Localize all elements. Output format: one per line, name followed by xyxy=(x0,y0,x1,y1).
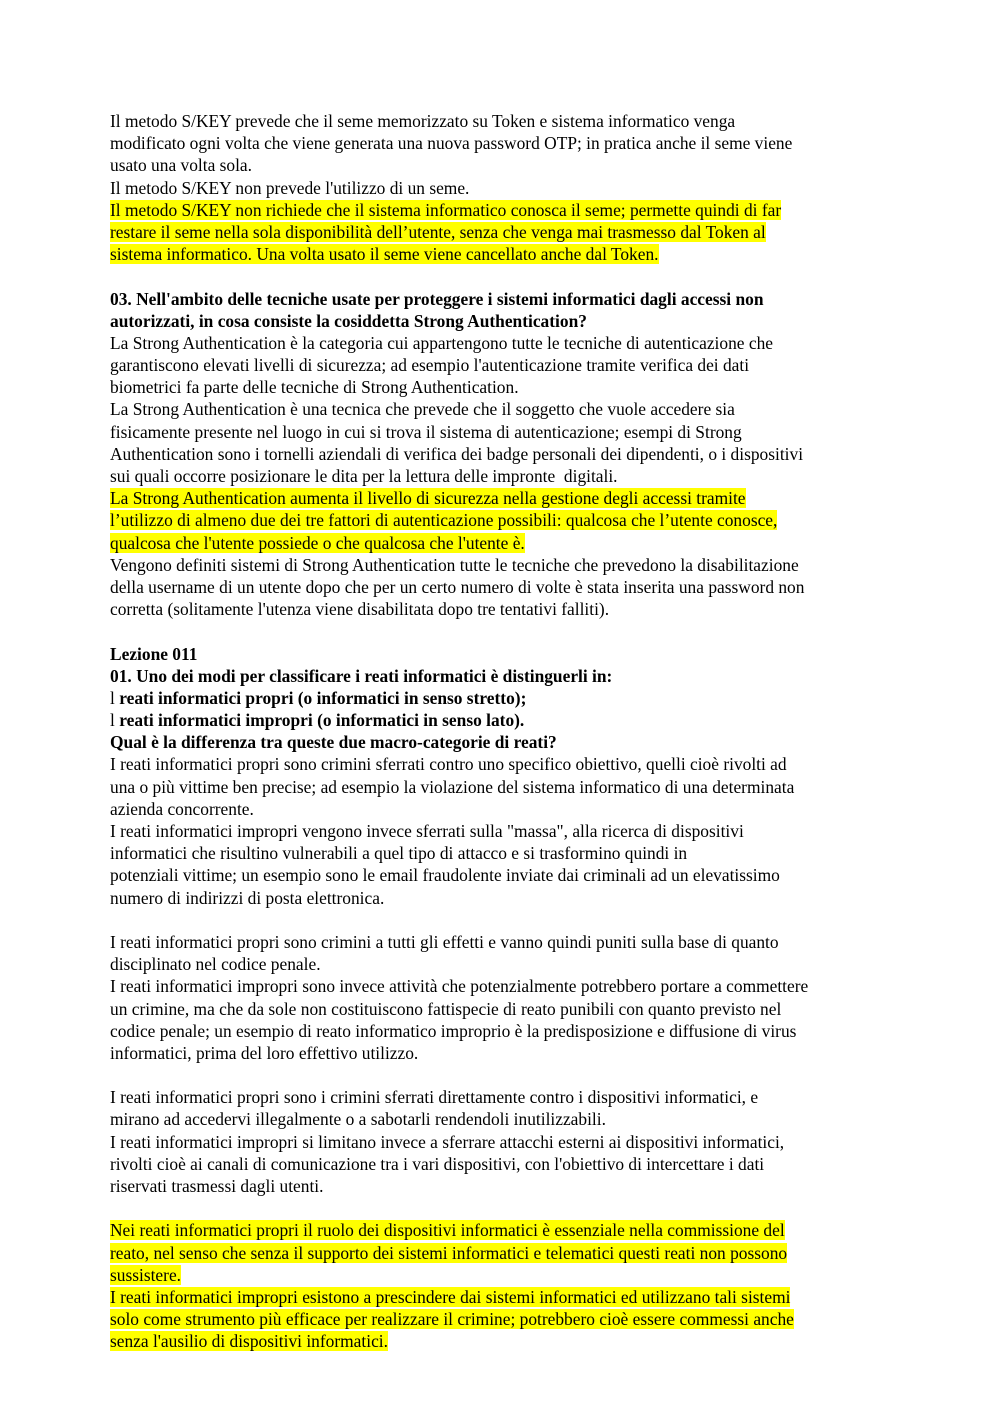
text-line: I reati informatici impropri sono invece attività che potenzialmente potrebbero portare a commettere xyxy=(110,976,809,997)
text-line: qualcosa che l'utente possiede o che qualcosa che l'utente è. xyxy=(110,532,525,553)
correct-answer-highlighted xyxy=(110,487,900,554)
text-line: un crimine, ma che da sole non costituiscono fattispecie di reato punibili con quanto previsto nel xyxy=(110,998,782,1019)
bullet-item: l reati informatici impropri (o informatici in senso lato). xyxy=(110,710,525,731)
text-line: codice penale; un esempio di reato informatico improprio è la predisposizione e diffusione di virus xyxy=(110,1020,797,1041)
text-line: Authentication sono i tornelli aziendali di verifica dei badge personali dei dipendenti, o i dispositivi xyxy=(110,443,804,464)
text-line: Vengono definiti sistemi di Strong Authentication tutte le tecniche che prevedono la disabilitazione xyxy=(110,554,799,575)
text-line: La Strong Authentication è una tecnica che prevede che il soggetto che vuole accedere sia xyxy=(110,399,735,420)
text-line: mirano ad accedervi illegalmente o a sabotarli rendendoli inutilizzabili. xyxy=(110,1109,606,1130)
text-line: informatici, prima del loro effettivo utilizzo. xyxy=(110,1042,419,1063)
text-line: I reati informatici impropri vengono invece sferrati sulla "massa", alla ricerca di dispositivi xyxy=(110,821,744,841)
question-heading: Qual è la differenza tra queste due macro-categorie di reati? xyxy=(110,732,557,753)
text-line: I reati informatici propri sono crimini sferrati contro uno specifico obiettivo, quelli cioè rivolti ad xyxy=(110,754,787,775)
text-line: senza l'ausilio di dispositivi informatici. xyxy=(110,1331,388,1352)
text-line: rivolti cioè ai canali di comunicazione tra i vari dispositivi, con l'obiettivo di intercettare i dati xyxy=(110,1153,765,1174)
text-line: informatici che risultino vulnerabili a quel tipo di attacco e si trasformino quindi in xyxy=(110,843,688,864)
question-heading: 01. Uno dei modi per classificare i reati informatici è distinguerli in: xyxy=(110,665,613,686)
answer-option xyxy=(110,931,900,1064)
text-line: Nei reati informatici propri il ruolo dei dispositivi informatici è essenziale nella commissione del xyxy=(110,1220,785,1241)
answer-option xyxy=(110,110,900,177)
text-line: I reati informatici propri sono i crimini sferrati direttamente contro i dispositivi informatici, e xyxy=(110,1087,759,1108)
spacer xyxy=(110,265,900,287)
answer-option xyxy=(110,554,900,621)
text-line: solo come strumento più efficace per realizzare il crimine; potrebbero cioè essere commessi anche xyxy=(110,1309,794,1330)
text-line: Il metodo S/KEY prevede che il seme memorizzato su Token e sistema informatico venga xyxy=(110,111,736,131)
answer-option xyxy=(110,753,900,908)
bullet-item: l reati informatici propri (o informatici in senso stretto); xyxy=(110,687,527,708)
answer-option xyxy=(110,332,900,399)
lesson-title: Lezione 011 xyxy=(110,643,198,664)
correct-answer-highlighted xyxy=(110,199,900,266)
correct-answer-highlighted xyxy=(110,1219,900,1352)
text-line: potenziali vittime; un esempio sono le email fraudolente inviate dai criminali ad un elevatissimo xyxy=(110,865,780,886)
text-line: usato una volta sola. xyxy=(110,155,252,176)
spacer xyxy=(110,620,900,642)
spacer xyxy=(110,909,900,931)
text-line: sistema informatico. Una volta usato il seme viene cancellato anche dal Token. xyxy=(110,244,659,265)
text-line: sussistere. xyxy=(110,1264,182,1285)
text-line: Il metodo S/KEY non prevede l'utilizzo di un seme. xyxy=(110,177,470,198)
answer-option xyxy=(110,1086,900,1197)
text-line: I reati informatici impropri si limitano invece a sferrare attacchi esterni ai dispositivi informatici, xyxy=(110,1131,785,1152)
text-line: numero di indirizzi di posta elettronica. xyxy=(110,887,385,908)
text-line: autorizzati, in cosa consiste la cosiddetta Strong Authentication? xyxy=(110,310,587,331)
bullet-marker: l xyxy=(110,710,115,731)
text-line: restare il seme nella sola disponibilità dell’utente, senza che venga mai trasmesso dal Token al xyxy=(110,221,766,242)
text-line: l’utilizzo di almeno due dei tre fattori di autenticazione possibili: qualcosa che l’utente conosce, xyxy=(110,510,778,531)
text-line: riservati trasmessi dagli utenti. xyxy=(110,1176,324,1196)
text-line: I reati informatici propri sono crimini a tutti gli effetti e vanno quindi puniti sulla base di quanto xyxy=(110,931,779,952)
answer-option xyxy=(110,177,900,199)
text-line: I reati informatici impropri esistono a prescindere dai sistemi informatici ed utilizzano tali sistemi xyxy=(110,1286,791,1307)
text-line: azienda concorrente. xyxy=(110,798,254,819)
text-line: disciplinato nel codice penale. xyxy=(110,954,321,975)
text-line: una o più vittime ben precise; ad esempio la violazione del sistema informatico di una determinata xyxy=(110,776,795,797)
spacer xyxy=(110,1064,900,1086)
question-heading xyxy=(110,288,900,332)
text-line: biometrici fa parte delle tecniche di Strong Authentication. xyxy=(110,377,519,398)
text-line: La Strong Authentication è la categoria cui appartengono tutte le tecniche di autenticazione che xyxy=(110,332,773,353)
text-line: corretta (solitamente l'utenza viene disabilitata dopo tre tentativi falliti). xyxy=(110,599,610,620)
text-line: La Strong Authentication aumenta il livello di sicurezza nella gestione degli accessi tramite xyxy=(110,488,746,509)
text-line: fisicamente presente nel luogo in cui si trova il sistema di autenticazione; esempi di Strong xyxy=(110,421,742,442)
text-line: modificato ogni volta che viene generata una nuova password OTP; in pratica anche il seme viene xyxy=(110,133,793,154)
page-content xyxy=(110,110,900,1353)
text-line: Il metodo S/KEY non richiede che il sistema informatico conosca il seme; permette quindi di far xyxy=(110,199,782,220)
text-line: sui quali occorre posizionare le dita per la lettura delle impronte digitali. xyxy=(110,466,618,486)
text-line: reato, nel senso che senza il supporto dei sistemi informatici e telematici questi reati non possono xyxy=(110,1242,788,1263)
spacer xyxy=(110,1197,900,1219)
text-line: della username di un utente dopo che per un certo numero di volte è stata inserita una password non xyxy=(110,576,805,597)
bullet-marker: l xyxy=(110,687,115,708)
text-line: 03. Nell'ambito delle tecniche usate per proteggere i sistemi informatici dagli accessi non xyxy=(110,288,764,309)
text-line: garantiscono elevati livelli di sicurezza; ad esempio l'autenticazione tramite verifica dei dati xyxy=(110,355,750,376)
answer-option xyxy=(110,398,900,487)
